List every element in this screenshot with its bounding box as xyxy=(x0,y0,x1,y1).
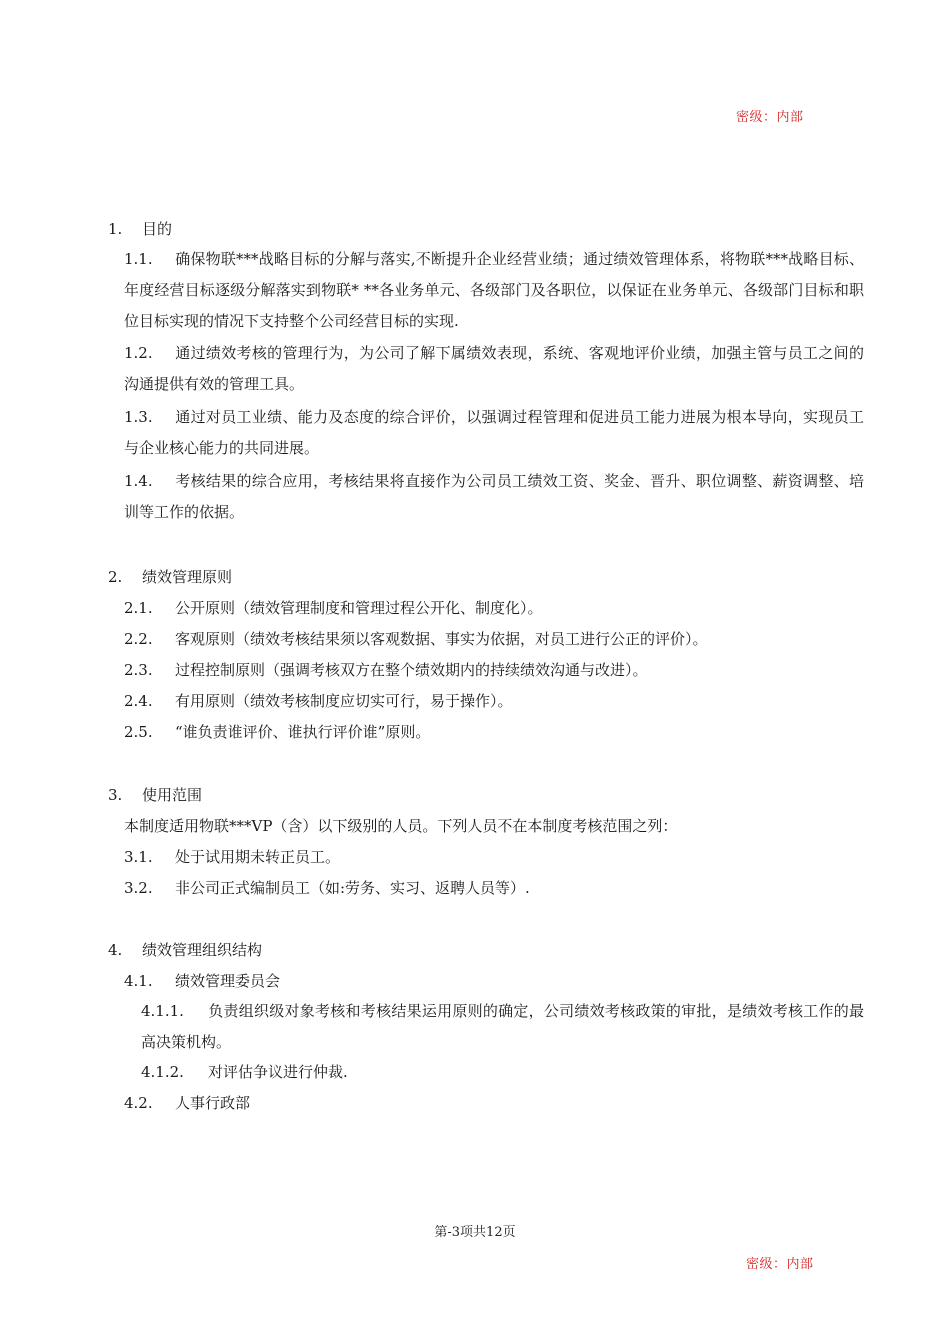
item-number: 4.1.2. xyxy=(141,1063,184,1081)
scope-intro: 本制度适用物联***VP（含）以下级别的人员。下列人员不在本制度考核范围之列： xyxy=(124,817,678,835)
paragraph-1-2 xyxy=(108,338,864,400)
item-text: 人事行政部 xyxy=(175,1094,251,1112)
item-number: 2.3. xyxy=(124,661,153,679)
item-number: 1.1. xyxy=(124,250,153,268)
item-number: 1.4. xyxy=(124,472,153,490)
classification-label-top: 密级：内部 xyxy=(736,110,804,125)
section-heading-1 xyxy=(108,219,172,239)
classification-label-bottom: 密级：内部 xyxy=(746,1257,814,1272)
item-2-4 xyxy=(124,691,513,711)
item-text: 处于试用期未转正员工。 xyxy=(175,848,341,866)
paragraph-4-1-1 xyxy=(108,996,864,1058)
paragraph-1-4 xyxy=(108,466,864,528)
item-text: 公开原则（绩效管理制度和管理过程公开化、制度化）。 xyxy=(175,599,543,617)
item-2-5 xyxy=(124,722,430,742)
item-4-2 xyxy=(124,1093,250,1113)
paragraph-1-3 xyxy=(108,402,864,464)
item-number: 2.4. xyxy=(124,692,153,710)
item-number: 4.1. xyxy=(124,972,153,990)
item-number: 1.3. xyxy=(124,408,153,426)
item-text: 客观原则（绩效考核结果须以客观数据、事实为依据，对员工进行公正的评价）。 xyxy=(175,630,708,648)
item-number: 4.2. xyxy=(124,1094,153,1112)
section-heading-2 xyxy=(108,567,232,587)
item-2-1 xyxy=(124,598,543,618)
section-heading-4 xyxy=(108,940,262,960)
section-title: 绩效管理组织结构 xyxy=(142,941,263,959)
item-text: 负责组织级对象考核和考核结果运用原则的确定，公司绩效考核政策的审批，是绩效考核工作的最高决策机构。 xyxy=(141,1002,864,1051)
item-3-2 xyxy=(124,878,530,898)
item-text: 对评估争议进行仲裁. xyxy=(208,1063,348,1081)
item-text: 非公司正式编制员工（如:劳务、实习、返聘人员等）. xyxy=(175,879,530,897)
section-title: 使用范围 xyxy=(142,786,203,804)
item-text: 确保物联***战略目标的分解与落实,不断提升企业经营业绩；通过绩效管理体系，将物联***战略目标、年度经营目标逐级分解落实到物联* **各业务单元、各级部门及各职位，以保证在业务单元、各级部门目标和职位目标实现的情况下支持整个公司经营目标的实现. xyxy=(124,250,864,330)
section-title: 目的 xyxy=(142,220,173,238)
item-text: 有用原则（绩效考核制度应切实可行，易于操作）。 xyxy=(175,692,513,710)
item-4-1-2 xyxy=(141,1062,348,1082)
item-text: 通过对员工业绩、能力及态度的综合评价，以强调过程管理和促进员工能力进展为根本导向，实现员工与企业核心能力的共同进展。 xyxy=(124,408,864,457)
item-text: 过程控制原则（强调考核双方在整个绩效期内的持续绩效沟通与改进）。 xyxy=(175,661,648,679)
item-2-2 xyxy=(124,629,708,649)
item-number: 3.2. xyxy=(124,879,153,897)
item-3-1 xyxy=(124,847,340,867)
item-2-3 xyxy=(124,660,648,680)
item-number: 2.5. xyxy=(124,723,153,741)
section-number: 4. xyxy=(108,941,123,959)
page-number: 第-3项共12页 xyxy=(434,1225,516,1240)
item-text: “谁负责谁评价、谁执行评价谁”原则。 xyxy=(175,723,431,741)
item-text: 通过绩效考核的管理行为，为公司了解下属绩效表现，系统、客观地评价业绩，加强主管与员工之间的沟通提供有效的管理工具。 xyxy=(124,344,864,393)
item-text: 考核结果的综合应用，考核结果将直接作为公司员工绩效工资、奖金、晋升、职位调整、薪资调整、培训等工作的依据。 xyxy=(124,472,864,521)
item-text: 绩效管理委员会 xyxy=(175,972,281,990)
item-number: 4.1.1. xyxy=(141,1002,184,1020)
item-number: 2.2. xyxy=(124,630,153,648)
item-number: 3.1. xyxy=(124,848,153,866)
section-number: 1. xyxy=(108,220,123,238)
item-number: 1.2. xyxy=(124,344,153,362)
paragraph-1-1 xyxy=(108,244,864,337)
section-heading-3 xyxy=(108,785,202,805)
item-number: 2.1. xyxy=(124,599,153,617)
section-title: 绩效管理原则 xyxy=(142,568,233,586)
section-number: 2. xyxy=(108,568,123,586)
item-4-1 xyxy=(124,971,280,991)
section-number: 3. xyxy=(108,786,123,804)
